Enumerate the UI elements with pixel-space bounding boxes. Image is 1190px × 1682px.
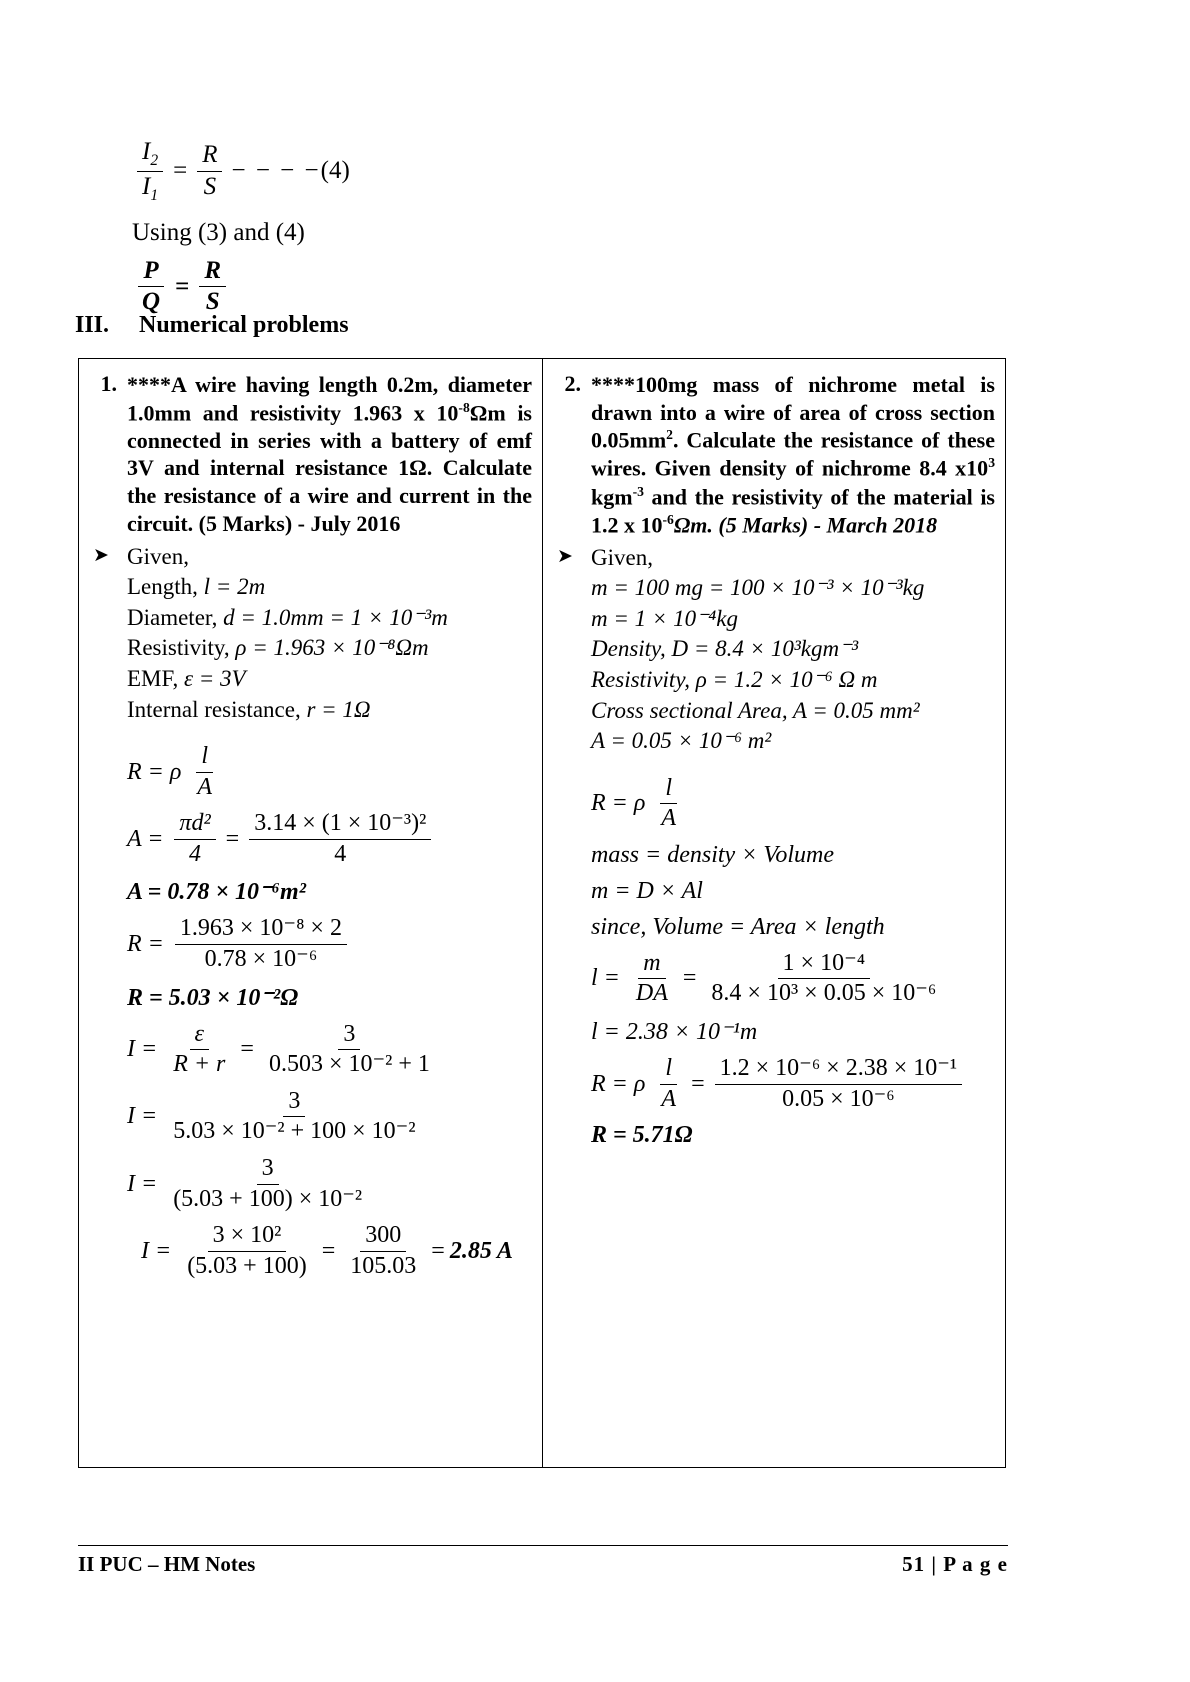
- problem-2-statement: [555, 371, 995, 539]
- fraction-current-final-2: $\frac{300}{105.03}$: [350, 1222, 417, 1279]
- given-line: A = 0.05 × 10⁻⁶ m²: [591, 728, 772, 754]
- equation-4: [132, 138, 552, 205]
- fraction-p-q: $\frac{P}{Q}$: [137, 257, 165, 318]
- problem-1-statement: [91, 371, 532, 538]
- eq-current-step3: I = $\frac{3}{\text{(5.03 + 100) × 10⁻²}}$: [127, 1155, 532, 1213]
- eq-current-step2: I = $\frac{3}{\text{5.03 × 10⁻² + 100 × 10⁻²}}$: [127, 1088, 532, 1146]
- given-line: Diameter, d = 1.0mm = 1 × 10⁻³m: [127, 604, 448, 630]
- problem-cell-1: [79, 359, 543, 1467]
- fraction-current-numeric-2: $\frac{3}{\text{5.03 × 10⁻² + 100 × 10⁻²}}$: [173, 1087, 416, 1145]
- eq-current-step1: I = $\frac{\varepsilon}{R + r}$ = $\frac{3}{\text{0.503 × 10⁻² + 1}}$: [127, 1021, 532, 1079]
- problem-1-text: ****A wire having length 0.2m, diameter 1.0mm and resistivity 1.963 x $10^{-8}\Omega m$ is connected in series with a battery of emf 3V and internal resistance 1Ω. Calculate the resistance of a wire and current in the circuit. (5 Marks) - July 2016: [127, 372, 532, 536]
- problem-2-given-body: [591, 543, 995, 757]
- eq2-resistance-substitution: R = ρ $\frac{l}{A}$ = $\frac{\text{1.2 × 10⁻⁶ × 2.38 × 10⁻¹}}{\text{0.05 × 10⁻⁶}}$: [591, 1055, 995, 1113]
- equation-pq-rs: [132, 257, 552, 318]
- eq-resistance-substitution: R = $\frac{\text{1.963 × 10⁻⁸ × 2}}{\text{0.78 × 10⁻⁶}}$: [127, 915, 532, 973]
- page-label: | P a g e: [931, 1552, 1008, 1576]
- given-label-2: Given,: [591, 544, 653, 570]
- given-line: Length, l = 2m: [127, 574, 266, 600]
- eq-length-result: l = 2.38 × 10⁻¹m: [591, 1019, 758, 1046]
- section-number: III.: [75, 312, 110, 338]
- eq-length-step: l = $\frac{m}{DA}$ = $\frac{\text{1 × 10⁻⁴}}{\text{8.4 × 10³ × 0.05 × 10⁻⁶}}$: [591, 950, 995, 1008]
- using-line: Using (3) and (4): [132, 218, 305, 246]
- fraction-area-numeric: $\frac{\text{3.14 × (1 × 10⁻³)²}}{4}$: [249, 810, 431, 868]
- problem-1-given: [91, 542, 532, 725]
- problem-1-solution: [91, 743, 532, 1280]
- given-label-1: Given,: [127, 543, 189, 569]
- problem-2-solution: [555, 775, 995, 1150]
- fraction-resistance-numeric: $\frac{\text{1.963 × 10⁻⁸ × 2}}{\text{0.78 × 10⁻⁶}}$: [175, 915, 347, 973]
- fraction-l-a-2: $\frac{l}{A}$: [661, 774, 677, 832]
- top-equations-block: [132, 138, 552, 317]
- given-line: m = 100 mg = 100 × 10⁻³ × 10⁻³kg: [591, 575, 925, 601]
- fraction-resistance-numeric-2: $\frac{\text{1.2 × 10⁻⁶ × 2.38 × 10⁻¹}}{\text{0.05 × 10⁻⁶}}$: [715, 1055, 963, 1113]
- fraction-emf-over-rr: $\frac{\varepsilon}{R + r}$: [173, 1020, 226, 1078]
- eq-resistance-formula: R = ρ $\frac{l}{A}$: [127, 743, 532, 801]
- dash-filler: − − − −: [231, 157, 321, 185]
- eq2-resistance-formula: R = ρ $\frac{l}{A}$: [591, 775, 995, 833]
- fraction-current-numeric-3: $\frac{3}{\text{(5.03 + 100) × 10⁻²}}$: [173, 1155, 363, 1212]
- fraction-length-numeric: $\frac{\text{1 × 10⁻⁴}}{\text{8.4 × 10³ × 0.05 × 10⁻⁶}}$: [711, 949, 937, 1007]
- eq-since-volume: since, Volume = Area × length: [591, 913, 885, 940]
- problems-table: [78, 358, 1006, 1468]
- given-line: Density, D = 8.4 × 10³kgm⁻³: [591, 636, 859, 662]
- given-line: m = 1 × 10⁻⁴kg: [591, 605, 738, 631]
- eq2-resistance-result: R = 5.71Ω: [591, 1122, 693, 1149]
- fraction-current-numeric-1: $\frac{3}{\text{0.503 × 10⁻² + 1}}$: [268, 1020, 430, 1078]
- given-line: Cross sectional Area, A = 0.05 mm²: [591, 697, 920, 723]
- footer-left-text: II PUC – HM Notes: [78, 1552, 256, 1576]
- eq-mass-density-volume: mass = density × Volume: [591, 841, 835, 868]
- fraction-l-a: $\frac{l}{A}$: [197, 743, 213, 800]
- page-number: 51: [902, 1552, 926, 1576]
- fraction-r-s-2: $\frac{R}{S}$: [199, 257, 226, 318]
- given-line: Resistivity, ρ = 1.963 × 10⁻⁸Ωm: [127, 635, 429, 661]
- eq-area-result: A = 0.78 × 10⁻⁶m²: [127, 879, 306, 906]
- problem-2-number: 2.: [564, 371, 581, 396]
- problem-2-given: [555, 543, 995, 757]
- given-line: EMF, ε = 3V: [127, 665, 246, 691]
- equals-sign-2: =: [175, 272, 190, 300]
- eq-m-equals-dal: m = D × Al: [591, 877, 703, 904]
- eq-current-final: I = $\frac{\text{3 × 10²}}{(5.03 + 100)}$ = $\frac{300}{105.03}$ = 2.85 A: [141, 1222, 513, 1279]
- problem-cell-2: [543, 359, 1005, 1467]
- fraction-pi-d2-4: $\frac{\text{πd²}}{4}$: [174, 810, 215, 868]
- eq-resistance-result: R = 5.03 × 10⁻²Ω: [127, 984, 299, 1011]
- given-line: Internal resistance, r = 1Ω: [127, 696, 371, 722]
- problem-1-given-body: [127, 542, 532, 725]
- current-answer: 2.85 A: [449, 1237, 513, 1264]
- equals-sign: =: [173, 157, 188, 185]
- problem-1-number: 1.: [100, 371, 117, 396]
- equation-tag-4: (4): [320, 157, 350, 185]
- fraction-m-da: $\frac{m}{DA}$: [635, 949, 668, 1007]
- fraction-l-a-3: $\frac{l}{A}$: [661, 1055, 677, 1112]
- footer-page-indicator: [902, 1552, 1008, 1577]
- section-title: Numerical problems: [139, 312, 349, 338]
- fraction-i2-i1: $\frac{I_2}{I_1}$: [137, 138, 163, 205]
- footer-divider: [78, 1545, 1008, 1546]
- arrow-bullet-icon: ➤: [557, 545, 573, 567]
- given-line: Resistivity, ρ = 1.2 × 10⁻⁶ Ω m: [591, 666, 878, 692]
- arrow-bullet-icon: ➤: [93, 544, 109, 566]
- fraction-r-s: $\frac{R}{S}$: [197, 141, 222, 202]
- section-heading: [75, 312, 975, 339]
- problem-2-text: ****100mg mass of nichrome metal is drawn into a wire of area of cross section $0.05mm^2$. Calculate the resistance of these wires. Given density of nichrome 8.4 $x10^3$ kgm$^{-3}$ and the resistivity of the material is 1.2 x $10^{-6}\Omega m$. (5 Marks) - March 2018: [591, 372, 995, 537]
- page-footer: [78, 1552, 1008, 1577]
- eq-area-formula: A = $\frac{\text{πd²}}{4}$ = $\frac{\text{3.14 × (1 × 10⁻³)²}}{4}$: [127, 810, 532, 868]
- fraction-current-final-1: $\frac{\text{3 × 10²}}{(5.03 + 100)}$: [187, 1222, 307, 1279]
